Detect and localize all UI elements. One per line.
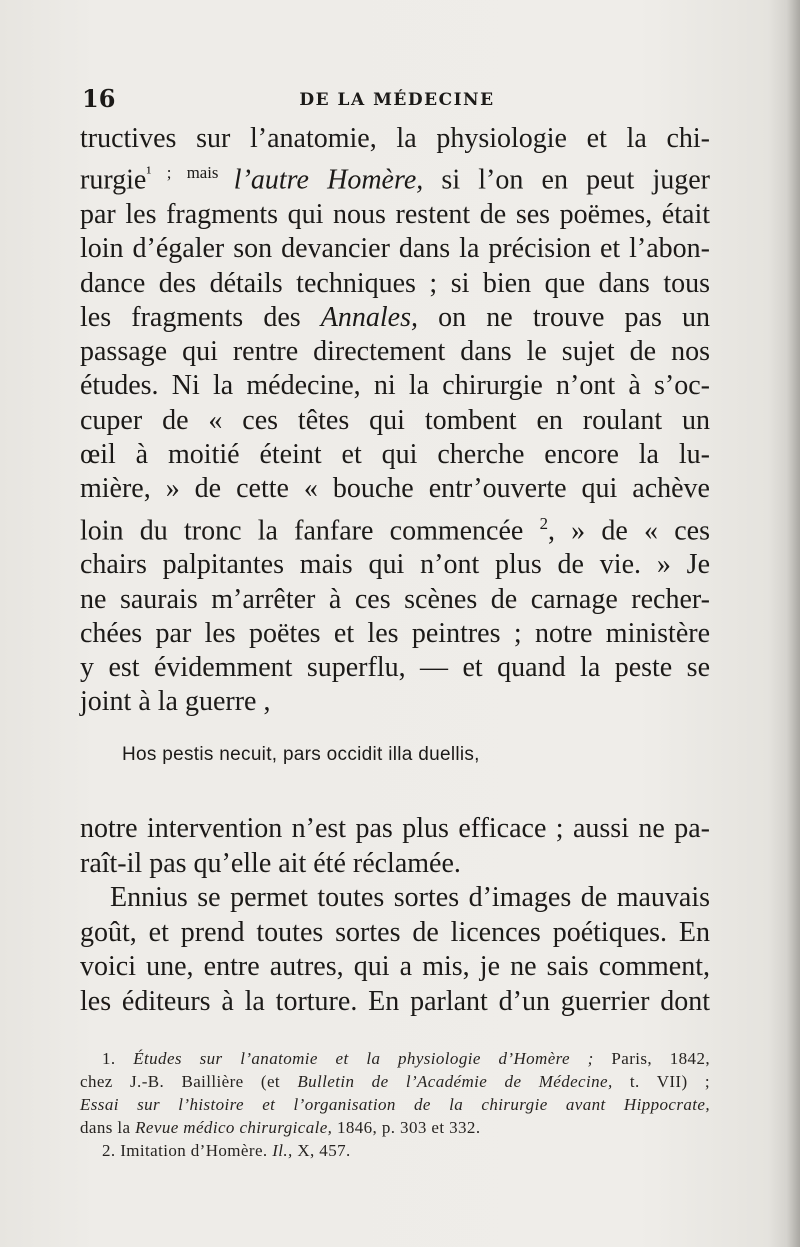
- text-line: notre intervention n’est pas plus efficace ; aussi ne pa-: [80, 813, 710, 844]
- text-line: les fragments des Annales, on ne trouve pas un: [80, 301, 710, 333]
- running-title: DE LA MÉDECINE: [299, 90, 495, 110]
- main-text: [80, 122, 710, 720]
- text-line: ne saurais m’arrêter à ces scènes de carnage recher-: [80, 583, 710, 615]
- text-line: goût, et prend toutes sortes de licences poétiques. En: [80, 916, 710, 948]
- text-line: mière, » de cette « bouche entr’ouverte qui achève: [80, 473, 710, 505]
- text-line: les éditeurs à la torture. En parlant d’un guerrier dont: [80, 985, 710, 1017]
- footnote-1: 1. Études sur l’anatomie et la physiologie d’Homère ; Paris, 1842,: [102, 1049, 711, 1068]
- text-line: dance des détails techniques ; si bien que dans tous: [80, 267, 710, 299]
- footnote-1-line: dans la Revue médico chirurgicale, 1846, p. 303 et 332.: [80, 1118, 481, 1137]
- footnotes: [80, 1047, 710, 1162]
- latin-quote: Hos pestis necuit, pars occidit illa duellis,: [122, 744, 480, 765]
- text-line: rurgie$^{^1 ; mais}$ l’autre Homère, si l’on en peut juger: [80, 163, 710, 196]
- text-line: joint à la guerre ,: [80, 686, 271, 718]
- text-line: études. Ni la médecine, ni la chirurgie n’ont à s’oc-: [80, 370, 710, 402]
- text-line: loin d’égaler son devancier dans la précision et l’abon-: [80, 233, 710, 265]
- text-line: y est évidemment superflu, — et quand la peste se: [80, 652, 710, 684]
- page-number: 16: [82, 84, 116, 113]
- text-line: par les fragments qui nous restent de ses poëmes, était: [80, 198, 710, 230]
- text-line: chées par les poëtes et les peintres ; notre ministère: [80, 617, 710, 649]
- text-line: cuper de « ces têtes qui tombent en roulant un: [80, 404, 710, 436]
- main-text-continued: [80, 812, 710, 1020]
- text-line: voici une, entre autres, qui a mis, je ne sais comment,: [80, 951, 710, 983]
- page-header: [82, 84, 712, 114]
- text-line: œil à moitié éteint et qui cherche encore la lu-: [80, 439, 710, 470]
- text-line: loin du tronc la fanfare commencée $^2$, » de « ces: [80, 513, 711, 546]
- footnote-1-line: Essai sur l’histoire et l’organisation de la chirurgie avant Hippocrate,: [80, 1095, 710, 1114]
- text-line: Ennius se permet toutes sortes d’images de mauvais: [110, 882, 710, 914]
- footnote-2: 2. Imitation d’Homère. Il., X, 457.: [102, 1141, 351, 1160]
- page-binding-edge: [786, 0, 800, 1247]
- text-line: tructives sur l’anatomie, la physiologie et la chi-: [80, 123, 710, 154]
- text-line: raît-il pas qu’elle ait été réclamée.: [80, 847, 461, 879]
- footnote-1-line: chez J.-B. Baillière (et Bulletin de l’Académie de Médecine, t. VII) ;: [80, 1072, 710, 1091]
- text-line: chairs palpitantes mais qui n’ont plus de vie. » Je: [80, 549, 710, 581]
- text-line: passage qui rentre directement dans le sujet de nos: [80, 336, 710, 368]
